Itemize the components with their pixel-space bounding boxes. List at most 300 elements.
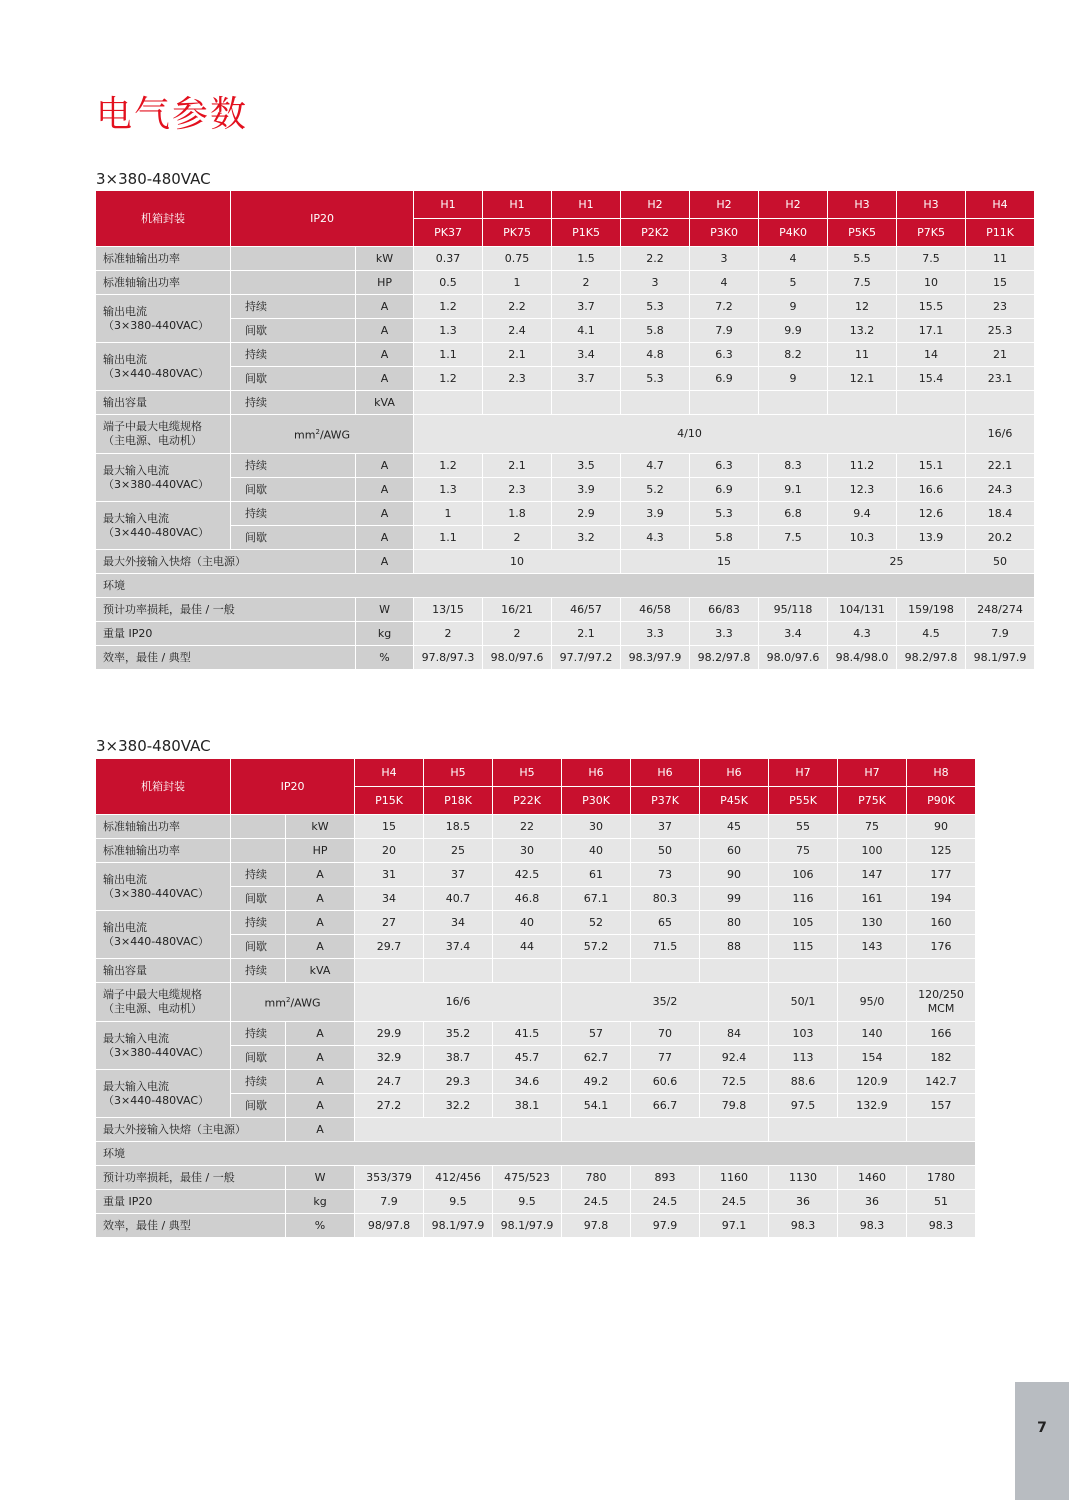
value-cell: 92.4 <box>700 1046 769 1070</box>
value-cell: 4 <box>690 271 759 295</box>
value-cell: 46.8 <box>493 887 562 911</box>
value-cell: 65 <box>631 911 700 935</box>
unit-cell: A <box>286 911 355 935</box>
unit-cell: A <box>356 454 414 478</box>
value-cell: 7.9 <box>966 622 1035 646</box>
value-cell <box>562 959 631 983</box>
unit-sup: 2 <box>285 996 291 1005</box>
label-range: （3×380-440VAC） <box>103 886 210 900</box>
unit-cell: A <box>356 343 414 367</box>
unit-cell: HP <box>286 839 355 863</box>
spec-table-1 <box>95 190 1035 670</box>
value-cell: 177 <box>907 863 976 887</box>
value-cell: 98.4/98.0 <box>828 646 897 670</box>
value-cell: 13.9 <box>897 526 966 550</box>
ip-rating: IP20 <box>231 759 355 815</box>
value-cell: 9.5 <box>424 1190 493 1214</box>
model-cell: P4K0 <box>759 219 828 247</box>
qualifier-cell: 持续 <box>231 863 286 887</box>
row-label: 重量 IP20 <box>96 622 356 646</box>
value-cell: 100 <box>838 839 907 863</box>
value-cell: 50/1 <box>769 983 838 1022</box>
value-cell: 12.6 <box>897 502 966 526</box>
value-cell: 27 <box>355 911 424 935</box>
row-out-capacity <box>96 391 1035 415</box>
unit-cell: A <box>356 502 414 526</box>
value-cell: 893 <box>631 1166 700 1190</box>
value-cell: 98.1/97.9 <box>966 646 1035 670</box>
model-cell: P75K <box>838 787 907 815</box>
value-cell: 30 <box>493 839 562 863</box>
value-cell: 97.9 <box>631 1214 700 1238</box>
value-cell <box>355 1118 562 1142</box>
row-efficiency <box>96 646 1035 670</box>
model-cell: P45K <box>700 787 769 815</box>
unit-cell: kW <box>286 815 355 839</box>
value-cell: 115 <box>769 935 838 959</box>
value-cell: 29.3 <box>424 1070 493 1094</box>
row-out-current-480-cont <box>96 911 976 935</box>
value-cell: 9.9 <box>759 319 828 343</box>
value-cell: 1.1 <box>414 343 483 367</box>
value-cell: 24.5 <box>631 1190 700 1214</box>
value-cell: 80.3 <box>631 887 700 911</box>
row-in-current-480-int <box>96 526 1035 550</box>
value-cell: 2 <box>483 622 552 646</box>
frame-cell: H4 <box>355 759 424 787</box>
value-cell: 11 <box>966 247 1035 271</box>
label-text: 端子中最大电缆规格 <box>103 988 202 1001</box>
value-cell: 27.2 <box>355 1094 424 1118</box>
page-title: 电气参数 <box>96 94 249 135</box>
value-cell: 3.2 <box>552 526 621 550</box>
row-label: 效率，最佳 / 典型 <box>96 646 356 670</box>
qualifier-cell: 间歇 <box>231 526 356 550</box>
value-cell: 475/523 <box>493 1166 562 1190</box>
frame-cell: H3 <box>828 191 897 219</box>
value-cell: 67.1 <box>562 887 631 911</box>
value-cell: 61 <box>562 863 631 887</box>
unit-cell: A <box>356 367 414 391</box>
value-cell: 15.4 <box>897 367 966 391</box>
value-cell: 35.2 <box>424 1022 493 1046</box>
unit-cell: A <box>286 935 355 959</box>
model-cell: P18K <box>424 787 493 815</box>
row-environment <box>96 1142 976 1166</box>
model-cell: PK75 <box>483 219 552 247</box>
row-label <box>96 1070 231 1118</box>
row-cable <box>96 415 1035 454</box>
value-cell: 3.4 <box>552 343 621 367</box>
qualifier-cell: 间歇 <box>231 319 356 343</box>
value-cell: 38.1 <box>493 1094 562 1118</box>
value-cell: 166 <box>907 1022 976 1046</box>
value-cell: 9.4 <box>828 502 897 526</box>
value-cell: 3.5 <box>552 454 621 478</box>
value-cell: 1.2 <box>414 295 483 319</box>
value-cell: 21 <box>966 343 1035 367</box>
value-cell: 40 <box>562 839 631 863</box>
row-out-current-480-cont <box>96 343 1035 367</box>
value-cell: 2.9 <box>552 502 621 526</box>
row-label: 最大外接输入快熔（主电源） <box>96 550 356 574</box>
row-power-loss <box>96 1166 976 1190</box>
value-cell: 4 <box>759 247 828 271</box>
value-cell: 60 <box>700 839 769 863</box>
value-cell: 24.5 <box>700 1190 769 1214</box>
value-cell: 40 <box>493 911 562 935</box>
unit-cell: A <box>286 1046 355 1070</box>
table-2-voltage-caption: 3×380-480VAC <box>96 737 211 755</box>
value-cell: 75 <box>769 839 838 863</box>
value-cell: 15 <box>355 815 424 839</box>
value-cell: 66.7 <box>631 1094 700 1118</box>
value-cell <box>769 1118 907 1142</box>
value-cell: 3.9 <box>552 478 621 502</box>
value-cell: 11 <box>828 343 897 367</box>
row-label: 标准轴输出功率 <box>96 247 231 271</box>
value-cell: 1.5 <box>552 247 621 271</box>
label-text: 最大输入电流 <box>103 1079 169 1093</box>
row-label: 效率，最佳 / 典型 <box>96 1214 286 1238</box>
label-range: （3×440-480VAC） <box>103 934 210 948</box>
value-cell: 77 <box>631 1046 700 1070</box>
frame-cell: H6 <box>562 759 631 787</box>
value-cell: 4.7 <box>621 454 690 478</box>
value-cell: 16/6 <box>966 415 1035 454</box>
blank-cell <box>231 247 356 271</box>
value-cell: 176 <box>907 935 976 959</box>
enclosure-label: 机箱封装 <box>96 191 231 247</box>
row-in-current-440-cont <box>96 454 1035 478</box>
value-cell: 98.3 <box>769 1214 838 1238</box>
value-cell: 84 <box>700 1022 769 1046</box>
row-label <box>96 863 231 911</box>
row-cable <box>96 983 976 1022</box>
value-cell: 13.2 <box>828 319 897 343</box>
value-cell: 5.2 <box>621 478 690 502</box>
value-cell: 15 <box>621 550 828 574</box>
label-range: （3×440-480VAC） <box>103 525 210 539</box>
value-cell: 25 <box>828 550 966 574</box>
value-cell: 7.9 <box>355 1190 424 1214</box>
label-text: 输出电流 <box>103 304 147 318</box>
value-cell: 95/118 <box>759 598 828 622</box>
value-cell <box>621 391 690 415</box>
value-cell: 2.3 <box>483 478 552 502</box>
qualifier-cell: 间歇 <box>231 1046 286 1070</box>
unit-cell: A <box>286 1094 355 1118</box>
model-cell: P90K <box>907 787 976 815</box>
row-label: 预计功率损耗，最佳 / 一般 <box>96 598 356 622</box>
unit-cell: A <box>286 1022 355 1046</box>
value-cell: 50 <box>631 839 700 863</box>
model-cell: P5K5 <box>828 219 897 247</box>
value-cell: 18.5 <box>424 815 493 839</box>
value-cell: 25 <box>424 839 493 863</box>
unit-cell: W <box>356 598 414 622</box>
value-cell: 40.7 <box>424 887 493 911</box>
value-cell: 20 <box>355 839 424 863</box>
value-cell: 3.3 <box>690 622 759 646</box>
value-cell: 3 <box>621 271 690 295</box>
value-cell: 62.7 <box>562 1046 631 1070</box>
label-text: 输出电流 <box>103 920 147 934</box>
value-cell: 1.2 <box>414 367 483 391</box>
row-label <box>96 454 231 502</box>
value-cell: 90 <box>907 815 976 839</box>
value-cell: 75 <box>838 815 907 839</box>
page-number-tab <box>1015 1382 1069 1500</box>
value-cell <box>552 391 621 415</box>
value-cell: 1130 <box>769 1166 838 1190</box>
value-cell: 97.7/97.2 <box>552 646 621 670</box>
row-shaft-kw <box>96 247 1035 271</box>
value-cell: 51 <box>907 1190 976 1214</box>
frame-cell: H1 <box>414 191 483 219</box>
model-cell: P55K <box>769 787 838 815</box>
value-cell: 72.5 <box>700 1070 769 1094</box>
value-cell: 4.5 <box>897 622 966 646</box>
frame-cell: H5 <box>424 759 493 787</box>
value-cell: 15 <box>966 271 1035 295</box>
unit-cell: A <box>286 1070 355 1094</box>
value-cell <box>838 959 907 983</box>
section-label: 环境 <box>96 574 1035 598</box>
frame-cell: H1 <box>483 191 552 219</box>
value-cell: 37 <box>424 863 493 887</box>
value-cell: 57 <box>562 1022 631 1046</box>
value-cell: 12 <box>828 295 897 319</box>
value-cell: 3.7 <box>552 295 621 319</box>
frame-cell: H6 <box>700 759 769 787</box>
model-cell: P7K5 <box>897 219 966 247</box>
frame-cell: H6 <box>631 759 700 787</box>
value-cell <box>424 959 493 983</box>
value-cell: 7.5 <box>897 247 966 271</box>
row-fuse <box>96 1118 976 1142</box>
value-cell: 16/21 <box>483 598 552 622</box>
value-cell: 98.3/97.9 <box>621 646 690 670</box>
value-cell: 0.75 <box>483 247 552 271</box>
value-cell: 8.3 <box>759 454 828 478</box>
value-cell: 1.3 <box>414 319 483 343</box>
frame-cell: H4 <box>966 191 1035 219</box>
value-cell: 11.2 <box>828 454 897 478</box>
value-cell: 3.3 <box>621 622 690 646</box>
row-fuse <box>96 550 1035 574</box>
value-cell: 5.3 <box>621 295 690 319</box>
row-in-current-480-cont <box>96 1070 976 1094</box>
model-cell: P37K <box>631 787 700 815</box>
label-text: 输出电流 <box>103 352 147 366</box>
row-label: 预计功率损耗，最佳 / 一般 <box>96 1166 286 1190</box>
value-cell: 80 <box>700 911 769 935</box>
qualifier-cell: 间歇 <box>231 478 356 502</box>
qualifier-cell: 间歇 <box>231 935 286 959</box>
value-cell: 98.3 <box>838 1214 907 1238</box>
value-cell: 0.5 <box>414 271 483 295</box>
value-cell: 0.37 <box>414 247 483 271</box>
value-cell: 97.8/97.3 <box>414 646 483 670</box>
value-cell <box>907 959 976 983</box>
value-cell: 7.2 <box>690 295 759 319</box>
value-cell: 32.2 <box>424 1094 493 1118</box>
value-cell <box>897 391 966 415</box>
value-cell: 20.2 <box>966 526 1035 550</box>
value-cell: 31 <box>355 863 424 887</box>
qualifier-cell: 持续 <box>231 343 356 367</box>
value-cell: 37 <box>631 815 700 839</box>
frame-cell: H3 <box>897 191 966 219</box>
value-cell: 5.3 <box>690 502 759 526</box>
value-cell: 7.5 <box>759 526 828 550</box>
value-cell: 98.1/97.9 <box>424 1214 493 1238</box>
value-cell: 3.4 <box>759 622 828 646</box>
value-cell: 1 <box>483 271 552 295</box>
value-cell: 7.9 <box>690 319 759 343</box>
unit-cell <box>231 415 414 454</box>
value-cell: 46/57 <box>552 598 621 622</box>
value-cell: 104/131 <box>828 598 897 622</box>
label-range: （3×380-440VAC） <box>103 1045 210 1059</box>
value-cell: 88.6 <box>769 1070 838 1094</box>
value-cell: 49.2 <box>562 1070 631 1094</box>
row-shaft-hp <box>96 839 976 863</box>
value-cell: 113 <box>769 1046 838 1070</box>
value-cell: 98.0/97.6 <box>483 646 552 670</box>
value-cell: 97.5 <box>769 1094 838 1118</box>
value-cell: 70 <box>631 1022 700 1046</box>
value-cell: 2 <box>552 271 621 295</box>
value-cell: 8.2 <box>759 343 828 367</box>
unit-cell <box>231 983 355 1022</box>
unit-cell: A <box>286 863 355 887</box>
spec-table-2 <box>95 758 976 1238</box>
value-cell: 34 <box>424 911 493 935</box>
value-cell: 120.9 <box>838 1070 907 1094</box>
value-cell: 3.9 <box>621 502 690 526</box>
value-cell: 4/10 <box>414 415 966 454</box>
value-cell: 88 <box>700 935 769 959</box>
value-cell: 13/15 <box>414 598 483 622</box>
value-cell: 1 <box>414 502 483 526</box>
row-in-current-480-cont <box>96 502 1035 526</box>
value-cell: 5.8 <box>621 319 690 343</box>
value-cell: 1.1 <box>414 526 483 550</box>
value-cell: 15.5 <box>897 295 966 319</box>
label-range: （3×440-480VAC） <box>103 1093 210 1107</box>
value-cell: 103 <box>769 1022 838 1046</box>
value-cell: 12.1 <box>828 367 897 391</box>
value-cell: 1.8 <box>483 502 552 526</box>
value-cell: 90 <box>700 863 769 887</box>
label-range: （3×440-480VAC） <box>103 366 210 380</box>
value-cell: 9 <box>759 367 828 391</box>
label-text: 最大输入电流 <box>103 463 169 477</box>
value-cell: 2.1 <box>483 454 552 478</box>
model-cell: P30K <box>562 787 631 815</box>
model-cell: P22K <box>493 787 562 815</box>
value-cell <box>483 391 552 415</box>
unit-cell: kVA <box>286 959 355 983</box>
value-cell: 154 <box>838 1046 907 1070</box>
value-cell: 2.4 <box>483 319 552 343</box>
value-cell: 16/6 <box>355 983 562 1022</box>
value-cell: 98/97.8 <box>355 1214 424 1238</box>
value-cell: 106 <box>769 863 838 887</box>
unit-cell: % <box>356 646 414 670</box>
value-line: MCM <box>927 1002 955 1015</box>
value-cell: 116 <box>769 887 838 911</box>
label-text: 端子中最大电缆规格 <box>103 420 202 433</box>
model-cell: P1K5 <box>552 219 621 247</box>
value-cell: 36 <box>769 1190 838 1214</box>
value-cell: 6.3 <box>690 343 759 367</box>
row-shaft-kw <box>96 815 976 839</box>
row-power-loss <box>96 598 1035 622</box>
value-cell: 15.1 <box>897 454 966 478</box>
value-cell: 4.3 <box>621 526 690 550</box>
value-cell: 7.5 <box>828 271 897 295</box>
label-range: （主电源、电动机） <box>103 1002 202 1015</box>
value-cell: 57.2 <box>562 935 631 959</box>
value-cell: 24.7 <box>355 1070 424 1094</box>
qualifier-cell: 持续 <box>231 1022 286 1046</box>
value-cell: 98.2/97.8 <box>897 646 966 670</box>
frame-cell: H2 <box>621 191 690 219</box>
value-cell: 160 <box>907 911 976 935</box>
value-cell: 6.8 <box>759 502 828 526</box>
value-cell <box>355 959 424 983</box>
value-cell: 2.2 <box>621 247 690 271</box>
value-cell: 1460 <box>838 1166 907 1190</box>
value-cell <box>700 959 769 983</box>
value-cell: 35/2 <box>562 983 769 1022</box>
row-label <box>96 343 231 391</box>
qualifier-cell: 持续 <box>231 454 356 478</box>
row-in-current-440-cont <box>96 1022 976 1046</box>
enclosure-label: 机箱封装 <box>96 759 231 815</box>
page-number: 7 <box>1037 1420 1047 1436</box>
value-cell: 2.1 <box>483 343 552 367</box>
row-weight <box>96 622 1035 646</box>
value-cell: 1780 <box>907 1166 976 1190</box>
row-label <box>96 1022 231 1070</box>
model-cell: P3K0 <box>690 219 759 247</box>
value-cell: 23.1 <box>966 367 1035 391</box>
row-out-current-480-int <box>96 367 1035 391</box>
value-cell <box>828 391 897 415</box>
value-cell <box>966 391 1035 415</box>
qualifier-cell: 持续 <box>231 391 356 415</box>
row-label <box>96 983 231 1022</box>
value-cell: 97.1 <box>700 1214 769 1238</box>
row-label: 最大外接输入快熔（主电源） <box>96 1118 286 1142</box>
row-in-current-440-int <box>96 478 1035 502</box>
qualifier-cell: 间歇 <box>231 1094 286 1118</box>
value-cell: 780 <box>562 1166 631 1190</box>
row-out-current-440-int <box>96 319 1035 343</box>
value-cell: 22 <box>493 815 562 839</box>
value-cell: 10 <box>414 550 621 574</box>
qualifier-cell: 持续 <box>231 502 356 526</box>
row-shaft-hp <box>96 271 1035 295</box>
value-cell: 161 <box>838 887 907 911</box>
value-cell: 125 <box>907 839 976 863</box>
value-cell: 37.4 <box>424 935 493 959</box>
value-cell: 9.5 <box>493 1190 562 1214</box>
